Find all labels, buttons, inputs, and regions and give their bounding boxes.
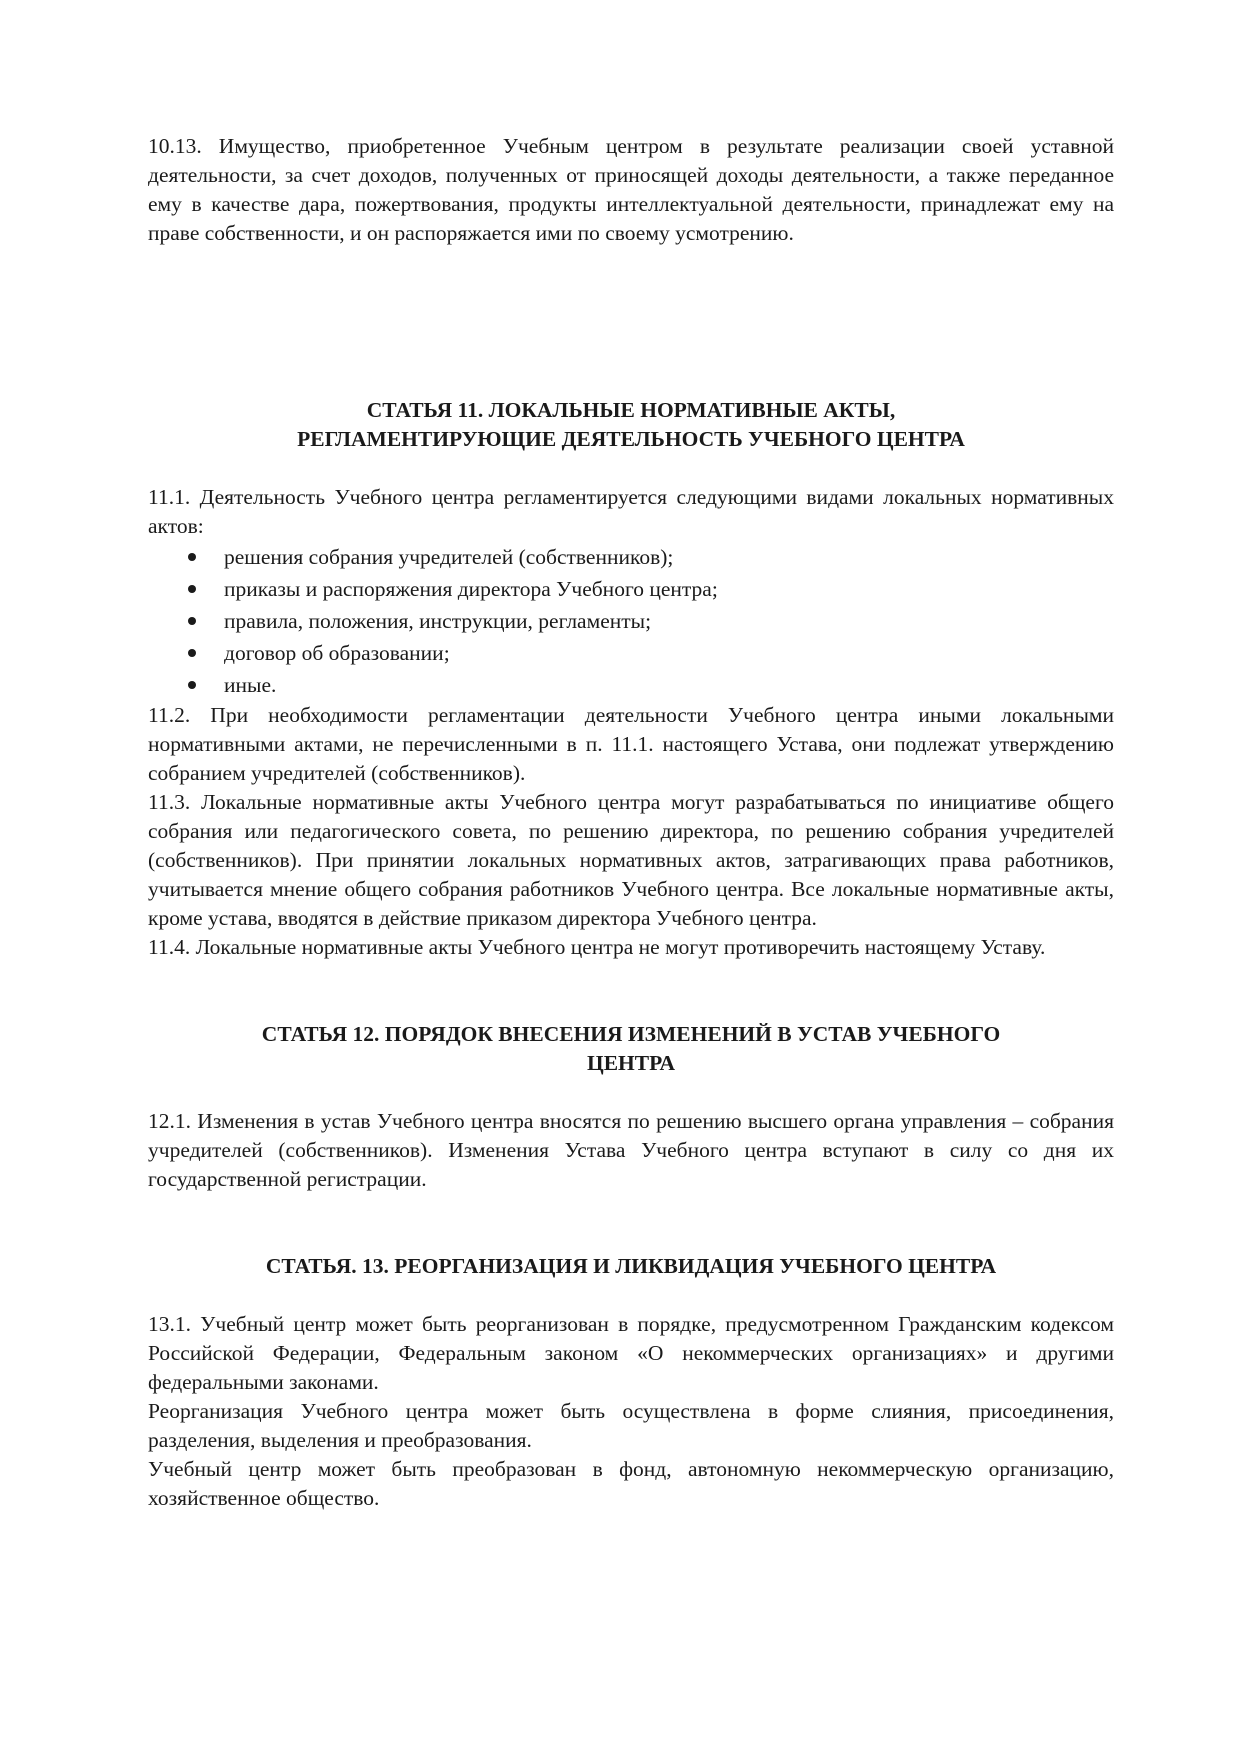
article-11-heading-line-1: СТАТЬЯ 11. ЛОКАЛЬНЫЕ НОРМАТИВНЫЕ АКТЫ, bbox=[366, 398, 896, 422]
article-12-heading-line-2: ЦЕНТРА bbox=[586, 1051, 676, 1075]
paragraph-11-1: 11.1. Деятельность Учебного центра регламентируется следующими видами локальных нормативных актов: bbox=[148, 485, 1114, 538]
list-item: договор об образовании; bbox=[188, 637, 1114, 669]
paragraph-11-3: 11.3. Локальные нормативные акты Учебного центра могут разрабатываться по инициативе общего собрания или педагогического совета, по решению директора, по решению собрания учредителей (собственников). При принятии локальных нормативных актов, затрагивающих права работников, учитывается мнение общего собрания работников Учебного центра. Все локальные нормативные акты, кроме устава, вводятся в действие приказом директора Учебного центра. bbox=[148, 790, 1114, 930]
paragraph-11-4: 11.4. Локальные нормативные акты Учебного центра не могут противоречить настоящему Уставу. bbox=[148, 935, 1046, 959]
paragraph-12-1: 12.1. Изменения в устав Учебного центра вносятся по решению высшего органа управления – собрания учредителей (собственников). Изменения Устава Учебного центра вступают в силу со дня их государственной регистрации. bbox=[148, 1109, 1114, 1191]
article-12-heading-line-1: СТАТЬЯ 12. ПОРЯДОК ВНЕСЕНИЯ ИЗМЕНЕНИЙ В УСТАВ УЧЕБНОГО bbox=[261, 1022, 1001, 1046]
paragraph-13-1b: Реорганизация Учебного центра может быть осуществлена в форме слияния, присоединения, разделения, выделения и преобразования. bbox=[148, 1399, 1114, 1452]
bullet-icon bbox=[188, 585, 196, 593]
article-11-heading-line-2: РЕГЛАМЕНТИРУЮЩИЕ ДЕЯТЕЛЬНОСТЬ УЧЕБНОГО ЦЕНТРА bbox=[297, 427, 965, 451]
bullet-icon bbox=[188, 617, 196, 625]
list-item: приказы и распоряжения директора Учебного центра; bbox=[188, 573, 1114, 605]
article-11-heading bbox=[148, 396, 1114, 454]
article-13-heading: СТАТЬЯ. 13. РЕОРГАНИЗАЦИЯ И ЛИКВИДАЦИЯ УЧЕБНОГО ЦЕНТРА bbox=[265, 1254, 997, 1278]
paragraph-13-1: 13.1. Учебный центр может быть реорганизован в порядке, предусмотренном Гражданским кодексом Российской Федерации, Федеральным законом «О некоммерческих организациях» и другими федеральными законами. bbox=[148, 1312, 1114, 1394]
bullet-icon bbox=[188, 649, 196, 657]
paragraph-10-13: 10.13. Имущество, приобретенное Учебным центром в результате реализации своей уставной деятельности, за счет доходов, полученных от приносящей доходы деятельности, а также переданное ему в качестве дара, пожертвования, продукты интеллектуальной деятельности, принадлежат ему на праве собственности, и он распоряжается ими по своему усмотрению. bbox=[148, 134, 1114, 245]
bullet-icon bbox=[188, 681, 196, 689]
list-item: решения собрания учредителей (собственников); bbox=[188, 541, 1114, 573]
list-item: иные. bbox=[188, 669, 1114, 701]
local-acts-list bbox=[148, 541, 1114, 701]
paragraph-13-1c: Учебный центр может быть преобразован в фонд, автономную некоммерческую организацию, хозяйственное общество. bbox=[148, 1457, 1114, 1510]
list-item: правила, положения, инструкции, регламенты; bbox=[188, 605, 1114, 637]
bullet-icon bbox=[188, 553, 196, 561]
article-12-heading bbox=[148, 1020, 1114, 1078]
paragraph-11-2: 11.2. При необходимости регламентации деятельности Учебного центра иными локальными нормативными актами, не перечисленными в п. 11.1. настоящего Устава, они подлежат утверждению собранием учредителей (собственников). bbox=[148, 703, 1114, 785]
document-body bbox=[148, 132, 1114, 1513]
